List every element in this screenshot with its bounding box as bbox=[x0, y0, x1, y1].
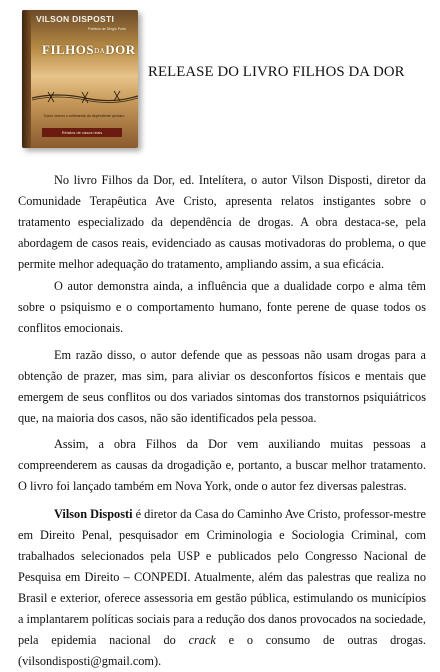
paragraph-5-text bbox=[18, 504, 426, 672]
paragraph-2-text: O autor demonstra ainda, a influência que a dualidade corpo e alma têm sobre o psiquismo e o comportamento humano, fonte perene de quase todos os conflitos emocionais. bbox=[18, 279, 426, 335]
book-cover-band: Relatos de casos reais bbox=[42, 128, 122, 137]
book-cover-image bbox=[22, 10, 138, 148]
book-cover-author: VILSON DISPOSTI bbox=[36, 14, 115, 24]
paragraph-4 bbox=[18, 434, 426, 497]
author-name: Vilson Disposti bbox=[54, 507, 133, 521]
paragraph-3 bbox=[18, 345, 426, 429]
paragraph-2 bbox=[18, 276, 426, 339]
book-cover-subtitle: Como vencer o sofrimento do dependente químico bbox=[43, 114, 125, 118]
page-title: RELEASE DO LIVRO FILHOS DA DOR bbox=[148, 64, 405, 80]
book-cover-preface: Prefácio de Sérgio Porto bbox=[87, 27, 127, 31]
book-spine bbox=[22, 10, 31, 148]
barbed-wire-graphic bbox=[32, 86, 138, 108]
paragraph-1-text: No livro Filhos da Dor, ed. Intelítera, o autor Vilson Disposti, diretor da Comunidade Terapêutica Ave Cristo, apresenta relatos instigantes sobre o tratamento especializado da dependência de drogas. A obra destaca-se, pela abordagem de casos reais, evidenciado as causas motivadoras do problema, o que permite melhor adequação do tratamento, ampliando assim, a sua eficácia. bbox=[18, 173, 426, 271]
crack-italic: crack bbox=[188, 633, 216, 647]
book-cover-title bbox=[42, 42, 136, 58]
author-bio-text-b: e o consumo de outras drogas. (vilsondisposti@gmail.com). bbox=[18, 633, 426, 668]
paragraph-4-text: Assim, a obra Filhos da Dor vem auxiliando muitas pessoas a compreenderem as causas da drogadição e, portanto, a buscar melhor tratamento. O livro foi lançado também em Nova York, onde o autor fez diversas palestras. bbox=[18, 437, 426, 493]
book-cover-title-part1: FILHOS bbox=[42, 42, 95, 57]
paragraph-3-text: Em razão disso, o autor defende que as pessoas não usam drogas para a obtenção de prazer, mas sim, para aliviar os desconfortos físicos e mentais que emergem de seus conflitos ou dos variados sintomas dos transtornos psiquiátricos que, na maioria dos casos, não são identificados pela pessoa. bbox=[18, 348, 426, 425]
book-cover-title-part3: DOR bbox=[105, 42, 136, 57]
paragraph-5-author-bio bbox=[18, 504, 426, 672]
book-cover-title-part2: DA bbox=[94, 47, 106, 56]
author-bio-text-a: é diretor da Casa do Caminho Ave Cristo, professor-mestre em Direito Penal, pesquisador em Criminologia e Sociologia Criminal, com trabalhados selecionados pela USP e publicados pelo Congresso Nacional de Pesquisa em Direito – CONPEDI. Atualmente, além das palestras que realiza no Brasil e exterior, oferece assessoria em gestão pública, estimulando os municípios a implantarem políticas sociais para a redução dos danos provocados na sociedade, pela epidemia nacional do bbox=[18, 507, 426, 647]
paragraph-1 bbox=[18, 170, 426, 275]
